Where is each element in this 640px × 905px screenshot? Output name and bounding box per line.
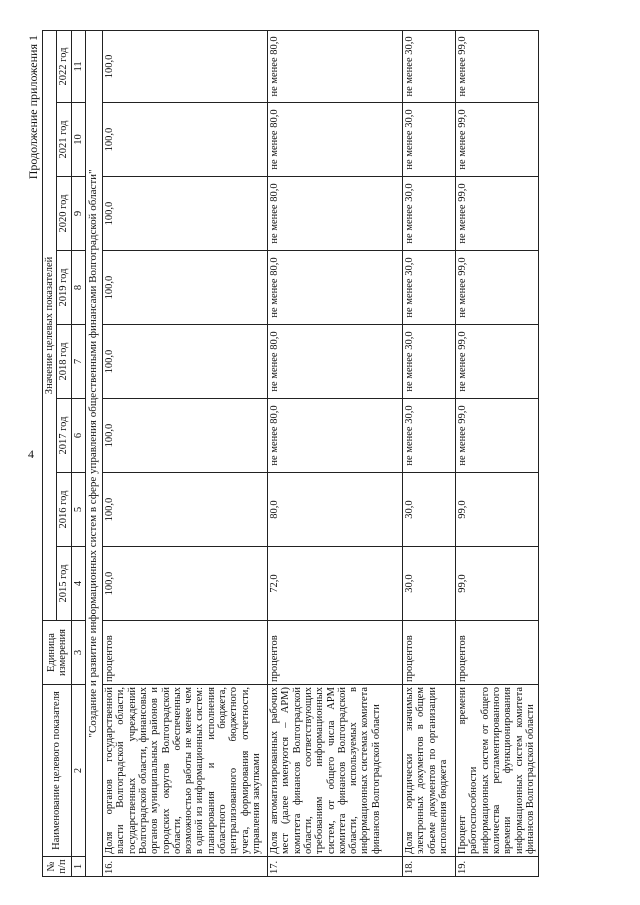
- row-value: 99,0: [455, 547, 538, 621]
- header-year: 2018 год: [57, 325, 71, 399]
- row-value: 100,0: [102, 177, 267, 251]
- row-value: не менее 30,0: [402, 399, 455, 473]
- col-number: 4: [71, 547, 85, 621]
- row-value: 100,0: [102, 251, 267, 325]
- col-number: 6: [71, 399, 85, 473]
- col-number: 7: [71, 325, 85, 399]
- table-row: [102, 30, 267, 876]
- row-value: не менее 80,0: [267, 325, 402, 399]
- row-unit: процентов: [455, 621, 538, 685]
- row-value: не менее 99,0: [455, 399, 538, 473]
- header-name: Наименование целевого показателя: [43, 685, 72, 857]
- header-values-group: Значение целевых показателей: [43, 30, 57, 620]
- row-value: не менее 99,0: [455, 251, 538, 325]
- row-name: Доля юридически значимых электронных документов в общем объеме документов по организации исполнения бюджета: [402, 685, 455, 857]
- header-year: 2015 год: [57, 547, 71, 621]
- row-value: 100,0: [102, 325, 267, 399]
- row-value: не менее 80,0: [267, 30, 402, 102]
- row-value: не менее 30,0: [402, 325, 455, 399]
- header-year: 2021 год: [57, 103, 71, 177]
- col-number: 5: [71, 473, 85, 547]
- row-num: 16.: [102, 857, 267, 877]
- row-value: не менее 30,0: [402, 103, 455, 177]
- page-number: 4: [28, 447, 34, 461]
- row-value: не менее 80,0: [267, 177, 402, 251]
- header-num: № п/п: [43, 857, 72, 877]
- row-value: 100,0: [102, 399, 267, 473]
- col-number: 8: [71, 251, 85, 325]
- row-name: Доля автоматизированных рабочих мест (далее именуются – АРМ) комитета финансов Волгоградской области, соответствующих требованиям информационных систем, от общего числа АРМ комитета финансов Волгоградской области, используемых в информационных системах комитета финансов Волгоградской области: [267, 685, 402, 857]
- row-value: 100,0: [102, 547, 267, 621]
- row-unit: процентов: [267, 621, 402, 685]
- row-name: Процент времени работоспособности информационных систем от общего количества регламентированного времени функционирования информационных систем комитета финансов Волгоградской области: [455, 685, 538, 857]
- row-value: 30,0: [402, 473, 455, 547]
- row-unit: процентов: [402, 621, 455, 685]
- row-value: не менее 99,0: [455, 103, 538, 177]
- col-number: 3: [71, 621, 85, 685]
- row-value: не менее 80,0: [267, 103, 402, 177]
- row-num: 18.: [402, 857, 455, 877]
- row-value: 100,0: [102, 30, 267, 102]
- col-number: 9: [71, 177, 85, 251]
- row-value: не менее 30,0: [402, 251, 455, 325]
- row-value: 72,0: [267, 547, 402, 621]
- row-name: Доля органов государственной власти Волгоградской области, государственных учреждений Волгоградской области, финансовых органов муниципальных районов и городских округов Волгоградской области, обеспеченных возможностью работы не менее чем в одной из информационных систем: планирования и исполнения областного бюджета, централизованного бюджетного учета, формирования отчетности, управления закупками: [102, 685, 267, 857]
- table-row: [455, 30, 538, 876]
- row-value: 30,0: [402, 547, 455, 621]
- table-row: [267, 30, 402, 876]
- header-year: 2019 год: [57, 251, 71, 325]
- col-number: 1: [71, 857, 85, 877]
- row-value: 100,0: [102, 103, 267, 177]
- col-number: 2: [71, 685, 85, 857]
- row-num: 19.: [455, 857, 538, 877]
- row-value: не менее 30,0: [402, 30, 455, 102]
- table-row: [402, 30, 455, 876]
- row-value: не менее 99,0: [455, 325, 538, 399]
- header-year: 2017 год: [57, 399, 71, 473]
- row-num: 17.: [267, 857, 402, 877]
- indicators-table: [42, 30, 539, 877]
- col-number: 10: [71, 103, 85, 177]
- row-value: не менее 99,0: [455, 177, 538, 251]
- rotated-page: [20, 21, 620, 885]
- row-value: не менее 80,0: [267, 399, 402, 473]
- section-title: "Создание и развитие информационных систем в сфере управления общественными финансами Волгоградской области": [85, 30, 102, 876]
- header-year: 2020 год: [57, 177, 71, 251]
- row-value: не менее 30,0: [402, 177, 455, 251]
- col-number: 11: [71, 30, 85, 102]
- header-year: 2022 год: [57, 30, 71, 102]
- row-unit: процентов: [102, 621, 267, 685]
- row-value: 100,0: [102, 473, 267, 547]
- header-unit: Единица измерения: [43, 621, 72, 685]
- continuation-label: Продолжение приложения 1: [26, 35, 40, 180]
- row-value: не менее 80,0: [267, 251, 402, 325]
- row-value: 80,0: [267, 473, 402, 547]
- row-value: не менее 99,0: [455, 30, 538, 102]
- row-value: 99,0: [455, 473, 538, 547]
- header-year: 2016 год: [57, 473, 71, 547]
